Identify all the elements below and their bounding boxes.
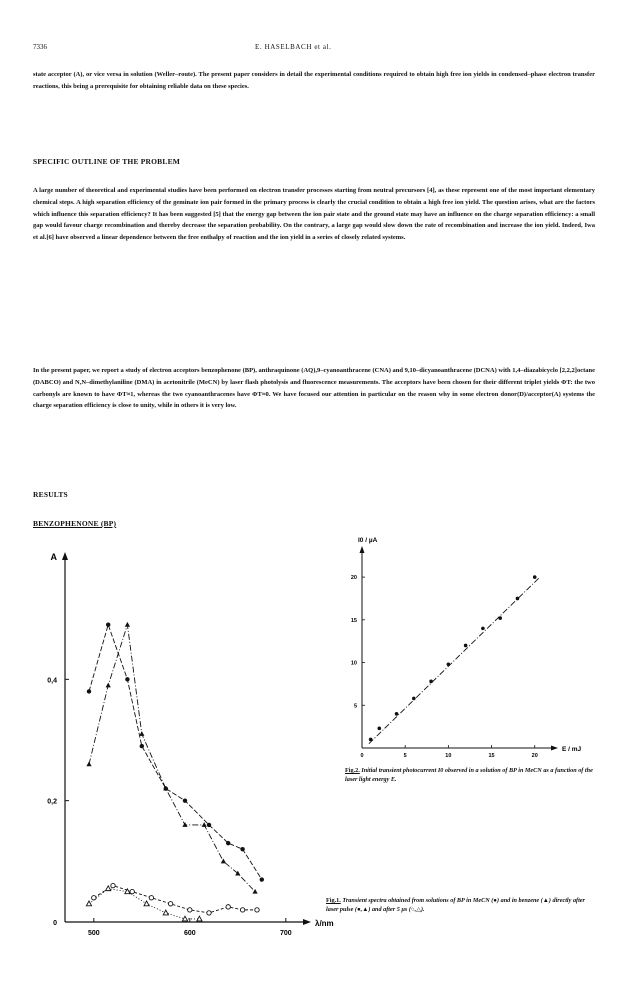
figure1-point xyxy=(106,683,111,688)
figure1-point xyxy=(87,689,91,693)
figure1-point xyxy=(106,623,110,627)
figure1-caption xyxy=(326,896,586,915)
figure2-chart xyxy=(320,530,620,760)
figure2-point xyxy=(395,712,399,716)
figure1-point xyxy=(86,761,91,766)
figure1-x-label: λ/nm xyxy=(315,919,334,928)
figure1-caption-text: Transient spectra obtained from solutions of BP in MeCN (●) and in benzene (▲) directly after laser pulse (●,▲) and after 5 µs (○,△). xyxy=(326,897,585,914)
figure1-point xyxy=(125,622,130,627)
figure1-point xyxy=(139,731,144,736)
section-heading-outline: SPECIFIC OUTLINE OF THE PROBLEM xyxy=(33,157,181,166)
figure1-y-tick-label: 0,2 xyxy=(47,798,57,806)
figure2-caption-label: Fig.2. xyxy=(345,767,360,774)
figure1-point xyxy=(255,908,259,912)
figure2-point xyxy=(377,727,381,731)
figure2-y-tick-label: 10 xyxy=(350,660,357,667)
figure2-x-arrow xyxy=(551,746,558,751)
figure2-point xyxy=(498,616,502,620)
figure1-series-line xyxy=(89,889,199,919)
figure2-y-tick-label: 5 xyxy=(353,703,357,710)
figure2-x-label: E / mJ xyxy=(562,746,582,753)
figure1-y-tick-label: 0,4 xyxy=(47,677,57,685)
figure1-point xyxy=(106,886,111,891)
figure1-point xyxy=(111,883,115,887)
figure1-point xyxy=(168,902,172,906)
figure2-x-tick-label: 20 xyxy=(531,753,538,759)
figure1-x-tick-label: 600 xyxy=(183,930,196,937)
subsection-heading-bp: BENZOPHENONE (BP) xyxy=(33,519,117,528)
figure2-y-tick-label: 15 xyxy=(350,617,357,624)
intro-paragraph: state acceptor (A), or vice versa in solution (Weller–route). The present paper considers in detail the experimental conditions required to obtain high free ion yields in condensed–phase electron transfer reactions, this being a prerequisite for obtaining reliable data on these species. xyxy=(33,71,595,90)
figure2-point xyxy=(464,644,468,648)
figure1-point xyxy=(252,889,257,894)
figure1-x-arrow xyxy=(303,919,311,925)
figure2-caption xyxy=(345,766,595,785)
running-head: E. HASELBACH et al. xyxy=(255,43,332,51)
figure2-fit-line xyxy=(369,577,540,744)
figure2-point xyxy=(516,597,520,601)
page-number: 7336 xyxy=(33,43,47,51)
figure1-point xyxy=(207,911,211,915)
figure2-point xyxy=(429,680,433,684)
figure2-y-tick-label: 20 xyxy=(350,575,357,582)
figure1-point xyxy=(86,901,91,906)
figure1-y-label: A xyxy=(50,552,57,562)
outline-paragraph-1: A large number of theoretical and experimental studies have been performed on electron transfer processes starting from neutral precursors [4], as these represent one of the most important elementary chemical steps. A high separation efficiency of the geminate ion pair formed in the primary process is clearly the crucial condition to obtain a high free ion yield. The question arises, what are the factors which influence this separation efficiency? It has been suggested [5] that the energy gap between the ion pair state and the ground state may have an influence on the charge separation efficiency: a small gap would favour charge recombination and thereby decrease the separation probability. On the contrary, a large gap would slow down the rate of recombination and increase the ion yield. Indeed, Iwa et al.[6] have observed a linear dependence between the free enthalpy of reaction and the ion yield in a series of closely related systems. xyxy=(33,187,595,242)
figure2-x-tick-label: 10 xyxy=(445,753,452,759)
figure2-point xyxy=(481,627,485,631)
figure2-point xyxy=(412,697,416,701)
figure1-point xyxy=(183,798,187,802)
figure1-caption-label: Fig.1. xyxy=(326,897,341,904)
figure1-x-tick-label: 500 xyxy=(87,930,100,937)
figure1-point xyxy=(130,889,134,893)
figure1-point xyxy=(226,905,230,909)
figure1-point xyxy=(226,841,230,845)
figure2-y-arrow xyxy=(360,546,365,553)
figure2-caption-text: Initial transient photocurrent I0 observed in a solution of BP in MeCN as a function of the laser light energy E. xyxy=(345,767,593,784)
figure2-y-label: I0 / µA xyxy=(358,537,378,544)
figure2-point xyxy=(447,662,451,666)
section-heading-results: RESULTS xyxy=(33,490,68,499)
figure1-y-tick-label: 0 xyxy=(53,920,57,927)
figure1-point xyxy=(188,908,192,912)
figure1-point xyxy=(144,901,149,906)
figure1-point xyxy=(163,910,168,915)
figure1-point xyxy=(207,823,211,827)
figure1-y-arrow xyxy=(62,552,68,560)
figure1-series-line xyxy=(94,886,257,913)
figure2-x-tick-label: 0 xyxy=(360,753,364,759)
figure1-point xyxy=(260,877,264,881)
figure1-point xyxy=(221,859,226,864)
figure2-point xyxy=(369,738,373,742)
figure1-point xyxy=(182,916,187,921)
figure1-point xyxy=(140,744,144,748)
figure1-point xyxy=(240,908,244,912)
figure2-x-tick-label: 15 xyxy=(488,753,495,759)
figure1-point xyxy=(202,822,207,827)
figure1-series-line xyxy=(89,625,255,892)
figure1-point xyxy=(149,896,153,900)
figure2-x-tick-label: 5 xyxy=(403,753,407,759)
figure2-point xyxy=(533,575,537,579)
outline-paragraph-2: In the present paper, we report a study of electron acceptors benzophenone (BP), anthraquinone (AQ),9–cyanoanthracene (CNA) and 9,10–dicyanoanthracene (DCNA) with 1,4–diazabicyclo [2,2,2]octane (DABCO) and N,N–dimethylaniline (DMA) in acetonitrile (MeCN) by laser flash photolysis and fluorescence measurements. The acceptors have been chosen for their different triplet yields ΦT: the two carbonyls are known to have ΦT≈1, whereas the two cyanoanthracenes have ΦT≈0. We have focused our attention in particular on the reason why in some electron donor(D)/acceptor(A) systems the charge separation efficiency is close to unity, while in others it is very low. xyxy=(33,367,595,410)
figure1-point xyxy=(125,677,129,681)
figure1-point xyxy=(240,847,244,851)
figure1-x-tick-label: 700 xyxy=(279,930,292,937)
figure1-point xyxy=(92,896,96,900)
